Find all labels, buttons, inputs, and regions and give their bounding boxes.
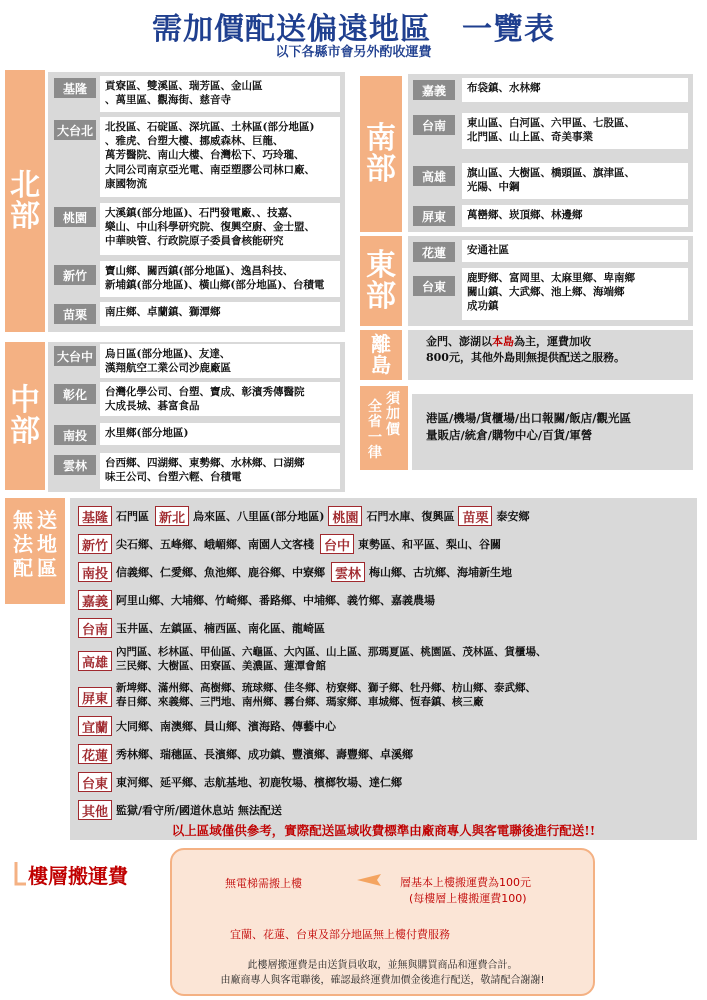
fee-line2: (每樓層上樓搬運費100) xyxy=(409,892,527,905)
no-delivery-text: 玉井區、左鎮區、楠西區、南化區、龍崎區 xyxy=(116,622,326,635)
south-tag-kaohsiung: 高雄 xyxy=(413,166,455,186)
south-text-chiayi: 布袋鎮、水林鄉 xyxy=(462,78,688,102)
arrow-right-icon xyxy=(355,870,391,890)
central-text-taichung: 烏日區(部分地區)、友達、 漢翔航空工業公司沙鹿廠區 xyxy=(100,344,340,378)
no-delivery-row xyxy=(78,561,693,583)
no-delivery-text: 烏來區、八里區(部分地區) xyxy=(193,510,325,523)
no-delivery-tag: 雲林 xyxy=(331,562,365,582)
no-delivery-text: 東河鄉、延平鄉、志航基地、初鹿牧場、檳榔牧場、達仁鄉 xyxy=(116,776,403,789)
no-delivery-tag: 宜蘭 xyxy=(78,716,112,736)
fee-line1: 層基本上樓搬運費為100元 xyxy=(400,876,531,889)
floor-fee-title xyxy=(10,858,150,888)
no-delivery-text: 信義鄉、仁愛鄉、魚池鄉、鹿谷鄉、中寮鄉 xyxy=(116,566,326,579)
central-text-changhua: 台灣化學公司、台塑、寶成、彰濱秀傳醫院 大成長城、碁富食品 xyxy=(100,382,340,416)
no-delivery-row xyxy=(78,589,693,611)
no-floor-service-text: 宜蘭、花蓮、台東及部分地區無上樓付費服務 xyxy=(230,928,450,941)
no-delivery-tag: 台中 xyxy=(320,534,354,554)
no-delivery-row xyxy=(78,715,693,737)
north-label: 北 部 xyxy=(5,70,45,332)
north-text-keelung: 貢寮區、雙溪區、瑞芳區、金山區 、萬里區、觀海街、慈音寺 xyxy=(100,76,340,112)
no-delivery-row xyxy=(78,645,693,677)
south-tag-tainan: 台南 xyxy=(413,115,455,135)
north-tag-keelung: 基隆 xyxy=(54,78,96,98)
no-delivery-tag: 高雄 xyxy=(78,651,112,671)
page-subtitle: 以下各縣市會另外酌收運費 xyxy=(275,45,432,60)
north-tag-hsinchu: 新竹 xyxy=(54,265,96,285)
page-title: 需加價配送偏遠地區 一覽表 xyxy=(152,12,555,47)
central-tag-taichung: 大台中 xyxy=(54,346,96,366)
no-delivery-tag: 新北 xyxy=(155,506,189,526)
all-surcharge-label: 全 省 一 律 須 加 價 xyxy=(360,386,408,470)
no-delivery-tag: 苗栗 xyxy=(458,506,492,526)
south-label: 南 部 xyxy=(360,76,402,232)
no-delivery-tag: 屏東 xyxy=(78,687,112,707)
east-tag-taitung: 台東 xyxy=(413,276,455,296)
central-label: 中 部 xyxy=(5,342,45,490)
no-delivery-text: 石門水庫、復興區 xyxy=(366,510,455,523)
no-delivery-row xyxy=(78,743,693,765)
north-tag-taoyuan: 桃園 xyxy=(54,207,96,227)
no-delivery-tag: 花蓮 xyxy=(78,744,112,764)
no-delivery-text: 秀林鄉、瑞穗區、長濱鄉、成功鎮、豐濱鄉、壽豐鄉、卓溪鄉 xyxy=(116,748,414,761)
floor-note-line1: 此樓層搬運費是由送貨員收取，並無與購買商品和運費合計。 xyxy=(247,960,518,971)
floor-fee-label: 樓層搬運費 xyxy=(28,864,128,888)
no-delivery-text: 尖石鄉、五峰鄉、峨嵋鄉、南園人文客棧 xyxy=(116,538,315,551)
central-text-yunlin: 台西鄉、四湖鄉、東勢鄉、水林鄉、口湖鄉 味王公司、台塑六輕、台積電 xyxy=(100,453,340,489)
no-delivery-text: 東勢區、和平區、梨山、谷關 xyxy=(358,538,502,551)
south-text-kaohsiung: 旗山區、大樹區、橋頭區、旗津區、 光陽、中鋼 xyxy=(462,163,688,199)
floor-fee-note xyxy=(170,958,595,988)
no-elevator-text: 無電梯需搬上樓 xyxy=(225,877,302,890)
central-tag-nantou: 南投 xyxy=(54,425,96,445)
no-delivery-tag: 基隆 xyxy=(78,506,112,526)
north-text-hsinchu: 寶山鄉、關西鎮(部分地區)、逸昌科技、 新埔鎮(部分地區)、橫山鄉(部分地區)、台積電 xyxy=(100,261,340,297)
south-tag-pingtung: 屏東 xyxy=(413,206,455,226)
north-tag-miaoli: 苗栗 xyxy=(54,304,96,324)
north-text-miaoli: 南庄鄉、卓蘭鎮、獅潭鄉 xyxy=(100,302,340,326)
floor-note-line2: 由廠商專人與客電聯後，確認最終運費加價金後進行配送，敬請配合謝謝! xyxy=(220,975,545,986)
islands-label: 離 島 xyxy=(360,330,402,380)
central-text-nantou: 水里鄉(部分地區) xyxy=(100,423,340,445)
no-delivery-tag: 南投 xyxy=(78,562,112,582)
no-delivery-text: 大同鄉、南澳鄉、員山鄉、濱海路、傳藝中心 xyxy=(116,720,337,733)
no-delivery-text: 新埤鄉、滿州鄉、高樹鄉、琉球鄉、佳冬鄉、枋寮鄉、獅子鄉、牡丹鄉、枋山鄉、泰武鄉、 春日鄉、來義鄉、三門地、南州鄉、霧台鄉、瑪家鄉、車城鄉、恆春鎮、核三廠 xyxy=(116,682,537,709)
south-text-tainan: 東山區、白河區、六甲區、七股區、 北門區、山上區、奇美事業 xyxy=(462,113,688,149)
east-text-hualien: 安通社區 xyxy=(462,240,688,262)
no-delivery-row xyxy=(78,799,693,821)
islands-text: 金門、澎湖以本島為主，運費加收 800元，其他外島則無提供配送之服務。 xyxy=(426,335,625,364)
no-delivery-text: 石門區 xyxy=(116,510,150,523)
south-tag-chiayi: 嘉義 xyxy=(413,80,455,100)
east-tag-hualien: 花蓮 xyxy=(413,242,455,262)
no-delivery-list xyxy=(78,505,693,821)
no-delivery-row xyxy=(78,505,693,527)
no-delivery-tag: 台東 xyxy=(78,772,112,792)
north-tag-taipei: 大台北 xyxy=(54,120,96,140)
no-delivery-text: 內門區、杉林區、甲仙區、六龜區、大內區、山上區、那瑪夏區、桃園區、茂林區、貨櫃場、 三民鄉、大樹區、田寮區、美濃區、蓮潭會館 xyxy=(116,646,547,673)
north-text-taipei: 北投區、石碇區、深坑區、土林區(部分地區) 、雅虎、台塑大樓、挪威森林、巨龍、 萬芳醫院、南山大樓、台灣松下、巧玲瓏、 大同公司南京亞光電、南亞塑膠公司林口廠、 康國物流 xyxy=(100,117,340,197)
no-delivery-tag: 桃園 xyxy=(328,506,362,526)
no-delivery-text: 泰安鄉 xyxy=(496,510,530,523)
no-delivery-row xyxy=(78,533,693,555)
north-text-taoyuan: 大溪鎮(部分地區)、石門發電廠、、技嘉、 樂山、中山科學研究院、復興空廚、金士盟、 中華映管、行政院原子委員會核能研究 xyxy=(100,203,340,255)
no-delivery-text: 監獄/看守所/國道休息站 無法配送 xyxy=(116,804,282,817)
all-surcharge-text: 港區/機場/貨櫃場/出口報關/飯店/觀光區 量販店/統倉/購物中心/百貨/軍營 xyxy=(426,411,631,442)
no-delivery-tag: 新竹 xyxy=(78,534,112,554)
no-delivery-tag: 台南 xyxy=(78,618,112,638)
central-tag-changhua: 彰化 xyxy=(54,384,96,404)
no-delivery-row xyxy=(78,771,693,793)
no-delivery-text: 阿里山鄉、大埔鄉、竹崎鄉、番路鄉、中埔鄉、義竹鄉、嘉義農場 xyxy=(116,594,436,607)
no-delivery-row xyxy=(78,681,693,713)
no-delivery-row xyxy=(78,617,693,639)
south-text-pingtung: 萬巒鄉、崁頂鄉、林邊鄉 xyxy=(462,205,688,227)
east-label: 東 部 xyxy=(360,236,402,326)
no-delivery-text: 梅山鄉、古坑鄉、海埔新生地 xyxy=(369,566,513,579)
no-delivery-tag: 嘉義 xyxy=(78,590,112,610)
no-delivery-label: 無 法 配 送 地 區 xyxy=(5,498,65,604)
central-tag-yunlin: 雲林 xyxy=(54,455,96,475)
east-text-taitung: 鹿野鄉、富岡里、太麻里鄉、卑南鄉 關山鎮、大武鄉、池上鄉、海端鄉 成功鎮 xyxy=(462,268,688,320)
no-delivery-tag: 其他 xyxy=(78,800,112,820)
disclaimer-text: 以上區域僅供參考，實際配送區域收費標準由廠商專人與客電聯後進行配送!! xyxy=(171,823,596,838)
